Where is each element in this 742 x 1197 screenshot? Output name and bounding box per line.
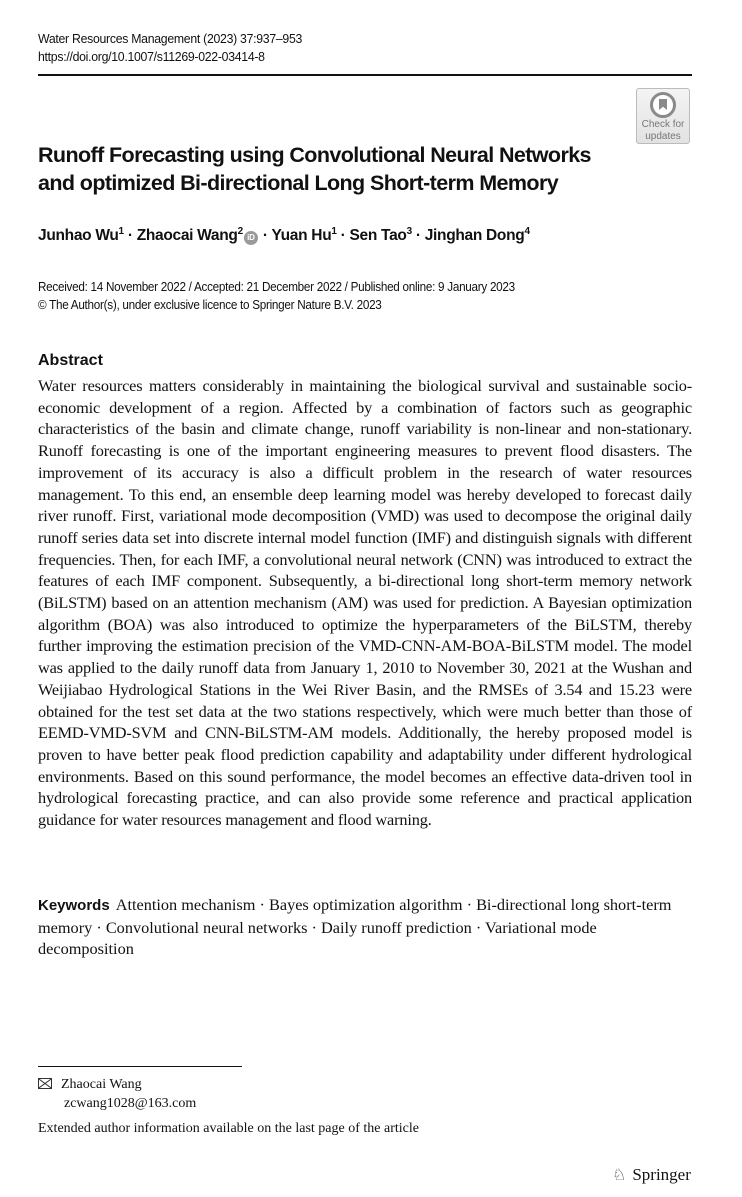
corresponding-author: [38, 1075, 196, 1113]
author-name: Sen Tao: [349, 227, 407, 244]
keywords-list: Attention mechanism · Bayes optimization algorithm · Bi-directional long short-term memory · Convolutional neural networks · Daily runoff prediction · Variational mode decomposition: [38, 895, 672, 959]
publisher-name: Springer: [632, 1165, 691, 1184]
publication-history: [38, 278, 515, 314]
header-rule: [38, 74, 692, 76]
orcid-icon[interactable]: iD: [244, 231, 258, 245]
abstract-text: Water resources matters considerably in maintaining the biological survival and sustainable socio-economic development of a region. Affected by a combination of factors such as geographic characteristics of the basin and climate change, runoff variability is non-linear and non-stationary. Runoff forecasting is one of the important engineering measures to prevent flood disasters. The improvement of its accuracy is also a difficult problem in the research of water resources management. To this end, an ensemble deep learning model was hereby developed to forecast daily river runoff. First, variational mode decomposition (VMD) was used to decompose the original daily runoff series data set into discrete internal model function (IMF) and distinguish signals with different frequencies. Then, for each IMF, a convolutional neural network (CNN) was introduced to extract the features of each IMF component. Subsequently, a bi-directional long short-term memory network (BiLSTM) based on an attention mechanism (AM) was used for prediction. A Bayesian optimization algorithm (BOA) was also introduced to optimize the hyperparameters of the BiLSTM, thereby further improving the estimation precision of the VMD-CNN-AM-BOA-BiLSTM model. The model was applied to the daily runoff data from January 1, 2010 to November 30, 2021 at the Wushan and Weijiabao Hydrological Stations in the Wei River Basin, and the RMSEs of 3.54 and 15.23 were obtained for the test set data at the two stations respectively, which were much better than those of EEMD-VMD-SVM and CNN-BiLSTM-AM models. Additionally, the hereby proposed model is proven to have better peak flood prediction capability and adaptability under different hydrological environments. Based on this sound performance, the model becomes an effective data-driven tool in hydrological forecasting practice, and can also provide some reference and practical application guidance for water resources management and flood warning.: [38, 376, 692, 830]
author-separator: ·: [336, 227, 350, 244]
check-updates-line2: updates: [645, 131, 681, 142]
title-line-2: and optimized Bi-directional Long Short-term Memory: [38, 171, 559, 195]
title-line-1: Runoff Forecasting using Convolutional Neural Networks: [38, 143, 591, 167]
corresponding-author-email[interactable]: zcwang1028@163.com: [64, 1096, 197, 1111]
crossmark-icon: [650, 92, 676, 118]
article-title: [38, 141, 638, 197]
author-affiliation: 2: [237, 226, 243, 237]
check-updates-line1: Check for: [641, 119, 685, 130]
author-separator: ·: [123, 227, 137, 244]
copyright-notice: © The Author(s), under exclusive licence to Springer Nature B.V. 2023: [38, 298, 382, 312]
keywords-section: [38, 894, 692, 960]
author-name: Junhao Wu: [38, 227, 119, 244]
author-name: Jinghan Dong: [424, 227, 525, 244]
keywords-label: Keywords: [38, 897, 110, 914]
envelope-icon: [38, 1078, 52, 1089]
springer-horse-icon: ♘: [612, 1167, 627, 1184]
author-affiliation: 1: [331, 226, 337, 237]
author-separator: ·: [258, 227, 272, 244]
author-list: [38, 226, 530, 245]
author-name: Yuan Hu: [271, 227, 332, 244]
author-affiliation: 1: [118, 226, 124, 237]
corresponding-author-name: Zhaocai Wang: [61, 1077, 142, 1092]
publisher-logo: [612, 1165, 691, 1185]
extended-author-info: Extended author information available on the last page of the article: [38, 1121, 419, 1136]
footnote-rule: [38, 1066, 242, 1067]
author-affiliation: 4: [524, 226, 530, 237]
doi-link[interactable]: https://doi.org/10.1007/s11269-022-03414-8: [38, 49, 265, 64]
author-name: Zhaocai Wang: [136, 227, 238, 244]
journal-header: [38, 30, 302, 66]
author-affiliation: 3: [406, 226, 412, 237]
check-for-updates-badge[interactable]: [636, 88, 690, 144]
publication-dates: Received: 14 November 2022 / Accepted: 21 December 2022 / Published online: 9 January 2023: [38, 280, 515, 294]
journal-citation: Water Resources Management (2023) 37:937–953: [38, 31, 303, 46]
abstract-heading: Abstract: [38, 352, 103, 369]
author-separator: ·: [411, 227, 425, 244]
